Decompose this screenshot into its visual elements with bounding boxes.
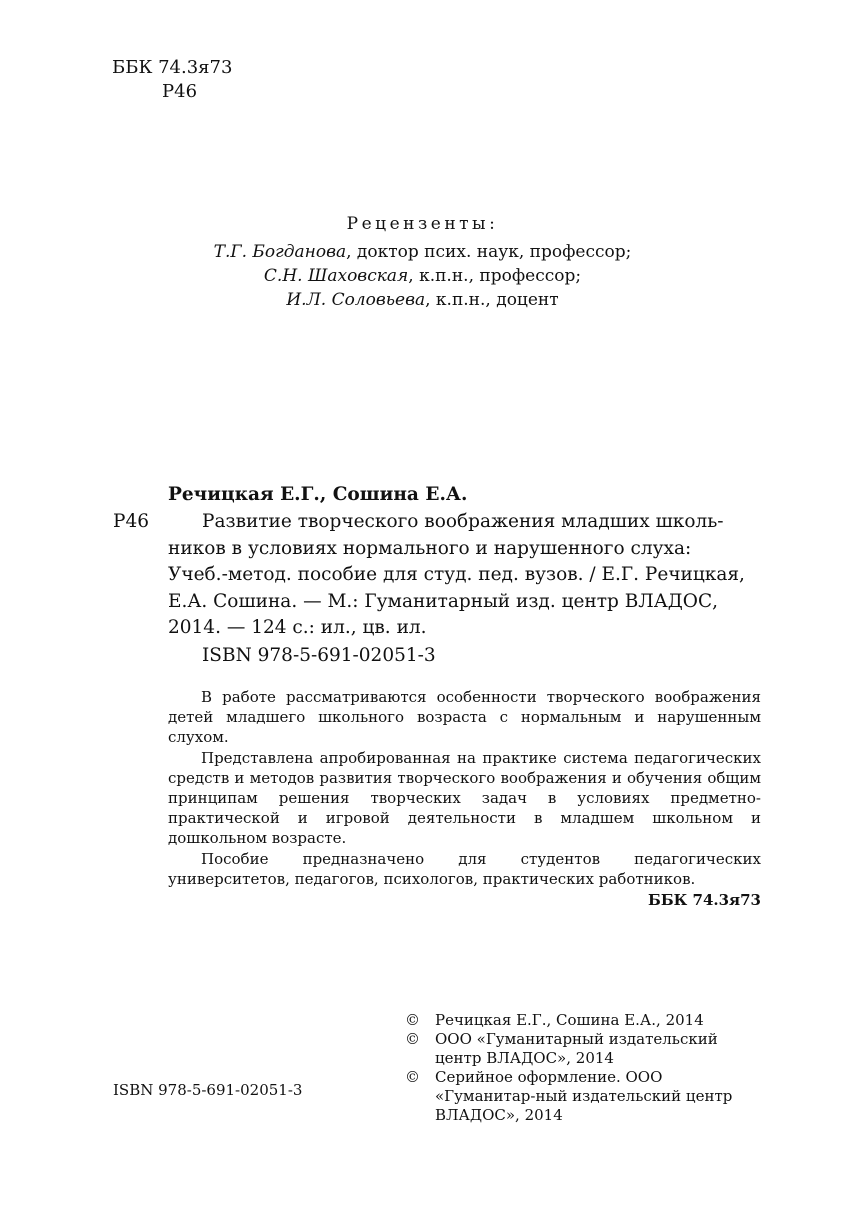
reviewer-name: С.Н. Шаховская [263, 266, 409, 286]
bbk-classification [112, 56, 232, 104]
copyright-text: Речицкая Е.Г., Сошина Е.А., 2014 [435, 1011, 704, 1029]
annotation-paragraph: Представлена апробированная на практике система педагогических средств и методов развития творческого воображения и обучения общим принципам решения творческих задач в условиях предметно-практической и игровой деятельности в младшем школьном и дошкольном возрасте. [168, 748, 761, 848]
annotation [168, 687, 761, 910]
reviewer-name: Т.Г. Богданова [213, 242, 347, 262]
reviewer-credentials: , к.п.н., профессор; [408, 266, 582, 286]
reviewer-line [0, 288, 845, 312]
annotation-bbk: ББК 74.3я73 [648, 891, 761, 910]
copyright-icon: © [405, 1030, 420, 1048]
copyright-icon: © [405, 1068, 420, 1086]
footer-isbn: ISBN 978-5-691-02051-3 [113, 1081, 303, 1099]
annotation-paragraph: Пособие предназначено для студентов педагогических университетов, педагогов, психологов, практических работников. [168, 849, 761, 888]
reviewer-credentials: , доктор псих. наук, профессор; [346, 242, 632, 262]
catalog-isbn: ISBN 978-5-691-02051-3 [202, 645, 436, 666]
copyright-item [405, 1068, 762, 1125]
reviewers-block [0, 212, 845, 312]
reviewer-name: И.Л. Соловьева [286, 290, 426, 310]
reviewer-line [0, 264, 845, 288]
bbk-code: ББК 74.3я73 [112, 57, 233, 78]
annotation-paragraph: В работе рассматриваются особенности творческого воображения детей младшего школьного возраста с нормальным и нарушенным слухом. [168, 688, 761, 747]
author-mark: Р46 [162, 81, 198, 102]
catalog-authors: Речицкая Е.Г., Сошина Е.А. [168, 484, 468, 505]
copyright-list [405, 1011, 762, 1125]
reviewer-line [0, 240, 845, 264]
catalog-index: Р46 [113, 511, 149, 532]
bibliographic-description [168, 509, 761, 642]
copyright-icon: © [405, 1011, 420, 1029]
reviewers-heading: Рецензенты: [346, 214, 499, 234]
bib-line: Развитие творческого воображения младших школь- [202, 511, 724, 532]
copyright-item [405, 1011, 762, 1030]
bib-line: Учеб.-метод. пособие для студ. пед. вузов. / Е.Г. Речицкая, [168, 564, 745, 585]
copyright-item [405, 1030, 762, 1068]
bib-line: ников в условиях нормального и нарушенного слуха: [168, 537, 692, 559]
bib-line: Е.А. Сошина. — М.: Гуманитарный изд. центр ВЛАДОС, [168, 590, 718, 612]
reviewer-credentials: , к.п.н., доцент [425, 290, 559, 310]
copyright-text: Серийное оформление. ООО «Гуманитар-ный издательский центр ВЛАДОС», 2014 [435, 1068, 733, 1124]
copyright-text: ООО «Гуманитарный издательский центр ВЛАДОС», 2014 [435, 1030, 718, 1067]
bib-line: 2014. — 124 с.: ил., цв. ил. [168, 617, 427, 638]
